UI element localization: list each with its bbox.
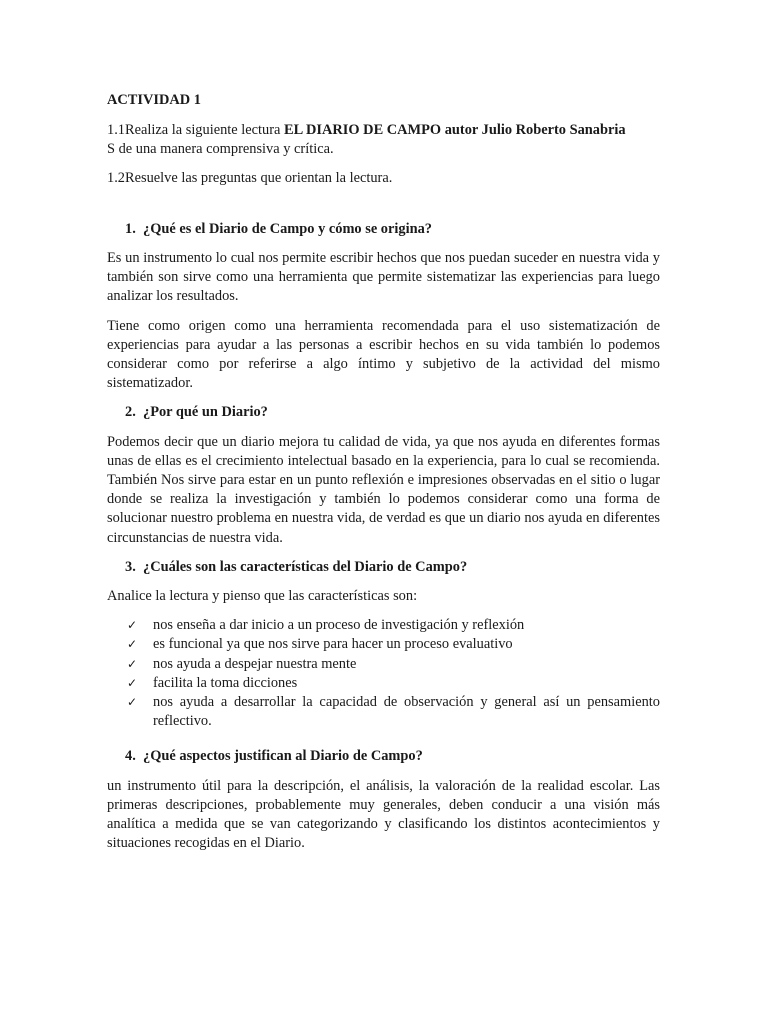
checklist-item-text: nos ayuda a despejar nuestra mente [153, 655, 357, 672]
characteristics-checklist [107, 616, 660, 731]
checklist-item-text: facilita la toma dicciones [153, 674, 298, 691]
question-3-text: ¿Cuáles son las características del Diario de Campo? [143, 558, 468, 575]
answer-2-paragraph-1: Podemos decir que un diario mejora tu calidad de vida, ya que nos ayuda en diferentes formas unas de ellas es el crecimiento intelectual basado en la experiencia, para lo cual se recomienda. También Nos sirve para estar en un punto reflexión e impresiones observadas en el sitio o lugar donde se realiza la investigación y también lo podemos considerar como una forma de solucionar nuestro problema en nuestra vida, de verdad es que un diario nos ayuda en diferentes circunstancias de nuestra vida. [107, 433, 660, 546]
intro-instruction-1 [107, 121, 660, 159]
checklist-item-text: es funcional ya que nos sirve para hacer un proceso evaluativo [153, 636, 513, 653]
checklist-item [107, 616, 660, 635]
checklist-item-text: nos ayuda a desarrollar la capacidad de observación y general así un pensamiento reflectivo. [153, 694, 660, 730]
question-1-text: ¿Qué es el Diario de Campo y cómo se origina? [143, 220, 432, 237]
answer-1-paragraph-2: Tiene como origen como una herramienta recomendada para el uso sistematización de experiencias para ayudar a las personas a escribir hechos en su vida también lo podemos considerar como por referirse a algo íntimo y subjetivo de la actividad del mismo sistematizador. [107, 317, 660, 392]
checklist-item [107, 635, 660, 654]
checklist-item-text: nos enseña a dar inicio a un proceso de investigación y reflexión [153, 617, 525, 634]
answer-3-lead: Analice la lectura y pienso que las características son: [107, 588, 418, 605]
checkmark-icon: ✓ [127, 695, 138, 710]
checkmark-icon: ✓ [127, 618, 138, 633]
question-3-heading [107, 558, 660, 577]
question-1-heading [107, 220, 660, 239]
answer-4-paragraph-1: un instrumento útil para la descripción, el análisis, la valoración de la realidad escolar. Las primeras descripciones, probablemente muy generales, deben conducir a una visión más analítica a medida que se van categorizando y clasificando los distintos acontecimientos y situaciones recogidas en el Diario. [107, 777, 660, 852]
checkmark-icon: ✓ [127, 675, 138, 690]
checklist-item [107, 693, 660, 731]
question-2-text: ¿Por qué un Diario? [143, 404, 268, 421]
intro-instruction-2: 1.2Resuelve las preguntas que orientan la lectura. [107, 169, 393, 186]
intro-1-prefix: 1.1Realiza la siguiente lectura [107, 122, 285, 139]
intro-1-reading-title: EL DIARIO DE CAMPO autor Julio Roberto Sanabria [284, 122, 626, 139]
intro-1-suffix: S de una manera comprensiva y crítica. [107, 141, 334, 158]
question-2-heading [107, 403, 660, 422]
checklist-item [107, 674, 660, 693]
question-1-number: 1. [125, 220, 136, 237]
document-page [107, 91, 660, 864]
question-4-heading [107, 747, 660, 766]
question-2-number: 2. [125, 404, 136, 421]
checkmark-icon: ✓ [127, 637, 138, 652]
document-title: ACTIVIDAD 1 [107, 92, 201, 108]
answer-1-paragraph-1: Es un instrumento lo cual nos permite escribir hechos que nos puedan suceder en nuestra vida y también son sirve como una herramienta que permite sistematizar las experiencias para luego analizar los resultados. [107, 250, 660, 305]
checklist-item [107, 655, 660, 674]
question-3-number: 3. [125, 558, 136, 575]
question-4-number: 4. [125, 748, 136, 765]
question-4-text: ¿Qué aspectos justifican al Diario de Campo? [143, 748, 423, 765]
checkmark-icon: ✓ [127, 656, 138, 671]
